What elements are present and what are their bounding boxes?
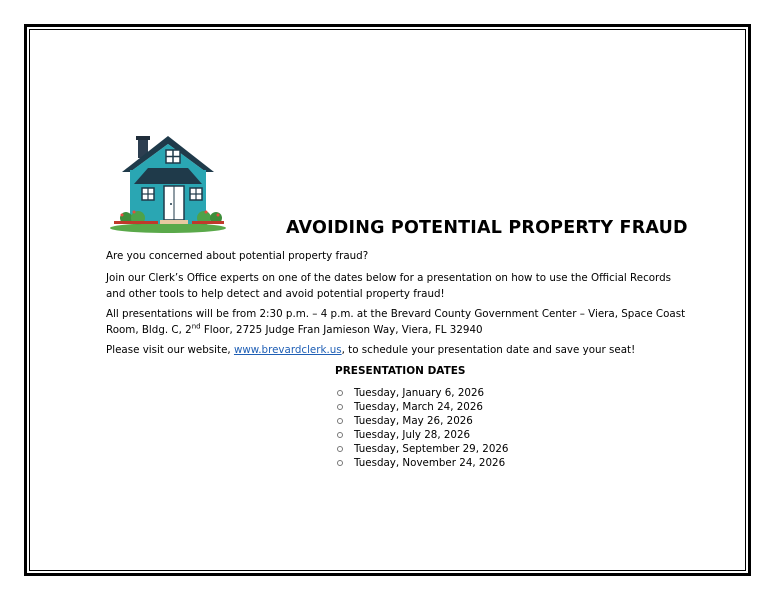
circle-bullet-icon [337, 432, 343, 438]
intro-question: Are you concerned about potential property fraud? [106, 250, 369, 262]
circle-bullet-icon [337, 460, 343, 466]
list-item [336, 400, 508, 414]
dates-heading: PRESENTATION DATES [335, 365, 466, 377]
date-text: Tuesday, September 29, 2026 [354, 443, 509, 455]
dates-list [336, 386, 508, 470]
list-item [336, 386, 508, 400]
website-suffix: , to schedule your presentation date and save your seat! [341, 344, 636, 356]
list-item [336, 442, 508, 456]
circle-bullet-icon [337, 404, 343, 410]
join-paragraph: Join our Clerk’s Office experts on one of the dates below for a presentation on how to use the Official Records and other tools to help detect and avoid potential property fraud! [106, 272, 671, 300]
list-item [336, 428, 508, 442]
circle-bullet-icon [337, 390, 343, 396]
house-icon [108, 132, 228, 236]
website-prefix: Please visit our website, [106, 344, 234, 356]
website-paragraph [106, 342, 686, 358]
page-title: AVOIDING POTENTIAL PROPERTY FRAUD [286, 218, 688, 238]
date-text: Tuesday, July 28, 2026 [354, 429, 471, 441]
date-text: Tuesday, March 24, 2026 [354, 401, 483, 413]
location-suffix: Floor, 2725 Judge Fran Jamieson Way, Viera, FL 32940 [200, 324, 483, 336]
list-item [336, 414, 508, 428]
circle-bullet-icon [337, 418, 343, 424]
date-text: Tuesday, January 6, 2026 [354, 387, 485, 399]
floor-superscript: nd [191, 322, 201, 331]
date-text: Tuesday, November 24, 2026 [354, 457, 506, 469]
website-link[interactable]: www.brevardclerk.us [233, 344, 342, 356]
circle-bullet-icon [337, 446, 343, 452]
location-prefix: All presentations will be from 2:30 p.m. – 4 p.m. at the Brevard County Government Center – Viera, Space Coast Room, Bldg. C, 2 [106, 308, 686, 336]
date-text: Tuesday, May 26, 2026 [354, 415, 473, 427]
location-paragraph [106, 306, 686, 338]
list-item [336, 456, 508, 470]
